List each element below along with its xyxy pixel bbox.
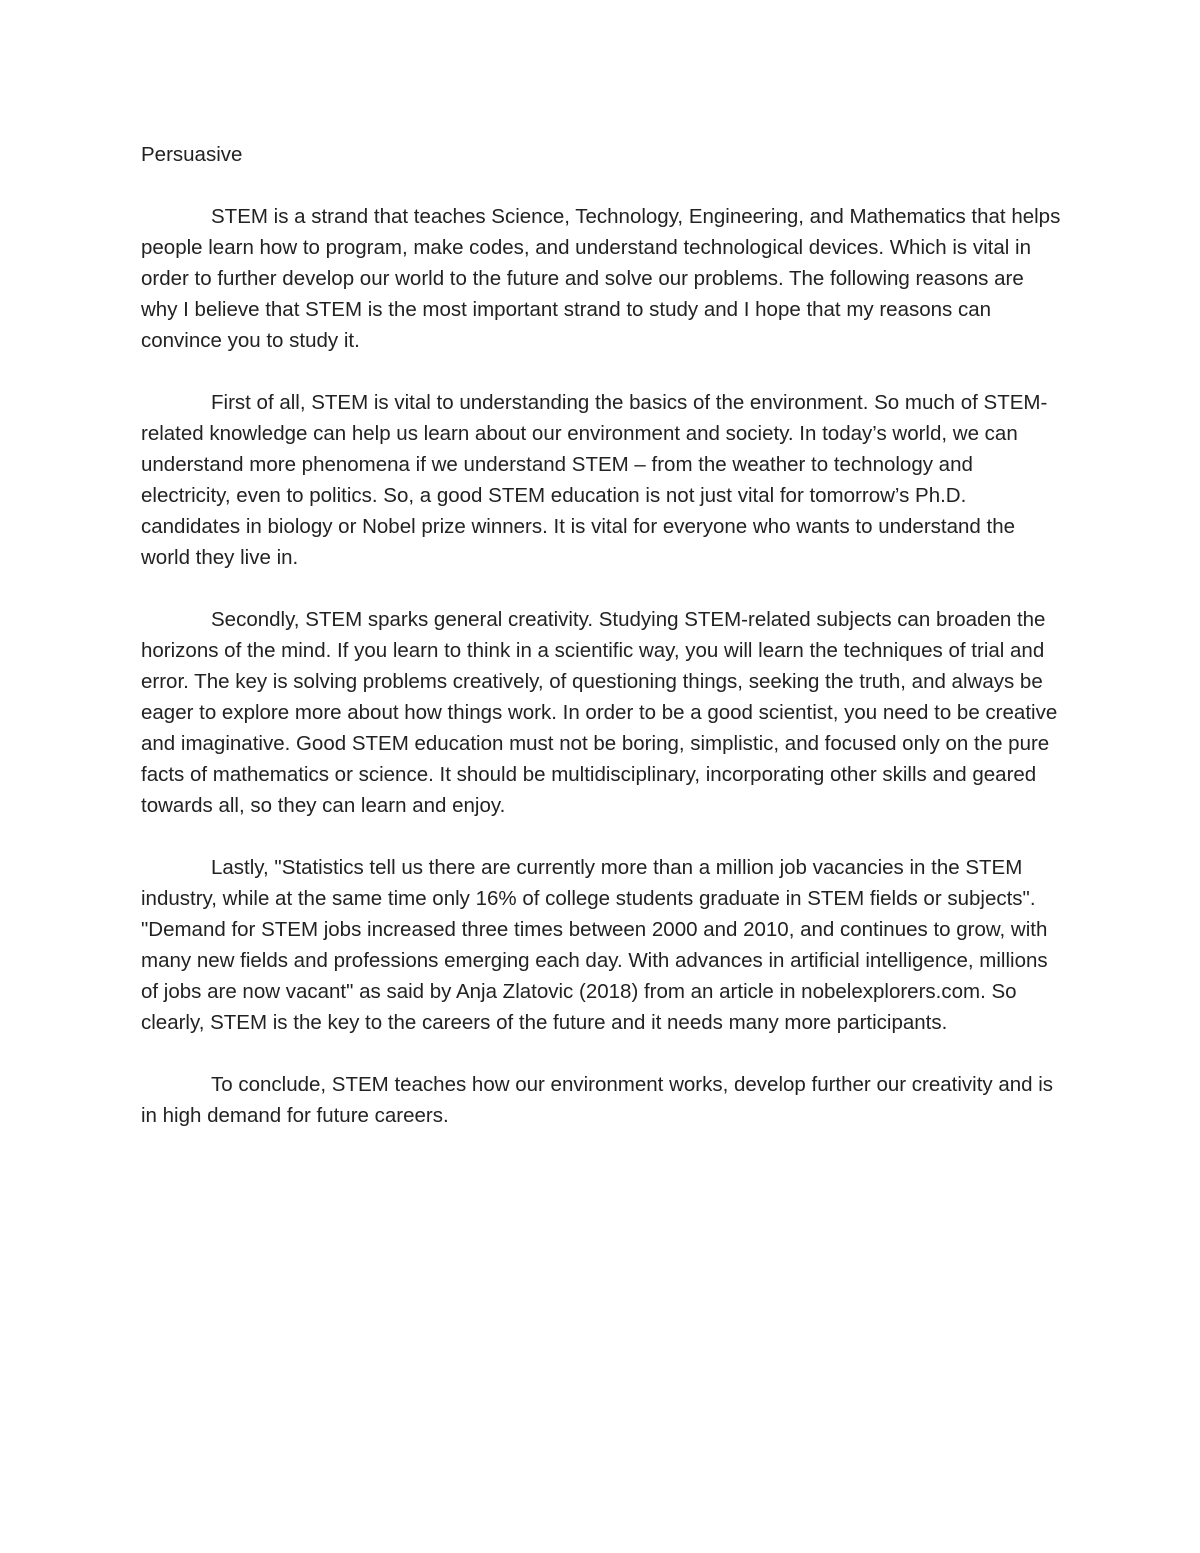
- paragraph-spacer: [141, 821, 1061, 852]
- paragraph-first-reason: First of all, STEM is vital to understanding the basics of the environment. So much of STEM-related knowledge can help us learn about our environment and society. In today’s world, we can understand more phenomena if we understand STEM – from the weather to technology and electricity, even to politics. So, a good STEM education is not just vital for tomorrow’s Ph.D. candidates in biology or Nobel prize winners. It is vital for everyone who wants to understand the world they live in.: [141, 391, 1048, 569]
- paragraph-third-reason: Lastly, "Statistics tell us there are currently more than a million job vacancies in the STEM industry, while at the same time only 16% of college students graduate in STEM fields or subjects". "Demand for STEM jobs increased three times between 2000 and 2010, and continues to grow, with many new fields and professions emerging each day. With advances in artificial intelligence, millions of jobs are now vacant" as said by Anja Zlatovic (2018) from an article in nobelexplorers.com. So clearly, STEM is the key to the careers of the future and it needs many more participants.: [141, 856, 1048, 1034]
- document-title: Persuasive: [141, 143, 243, 166]
- paragraph-introduction: STEM is a strand that teaches Science, Technology, Engineering, and Mathematics that helps people learn how to program, make codes, and understand technological devices. Which is vital in order to further develop our world to the future and solve our problems. The following reasons are why I believe that STEM is the most important strand to study and I hope that my reasons can convince you to study it.: [141, 205, 1061, 352]
- document-body: [141, 139, 1061, 1131]
- paragraph-spacer: [141, 1038, 1061, 1069]
- paragraph-conclusion: To conclude, STEM teaches how our environment works, develop further our creativity and is in high demand for future careers.: [141, 1073, 1054, 1127]
- paragraph-spacer: [141, 170, 1061, 201]
- paragraph-spacer: [141, 573, 1061, 604]
- paragraph-spacer: [141, 356, 1061, 387]
- paragraph-second-reason: Secondly, STEM sparks general creativity. Studying STEM-related subjects can broaden the horizons of the mind. If you learn to think in a scientific way, you will learn the techniques of trial and error. The key is solving problems creatively, of questioning things, seeking the truth, and always be eager to explore more about how things work. In order to be a good scientist, you need to be creative and imaginative. Good STEM education must not be boring, simplistic, and focused only on the pure facts of mathematics or science. It should be multidisciplinary, incorporating other skills and geared towards all, so they can learn and enjoy.: [141, 608, 1058, 817]
